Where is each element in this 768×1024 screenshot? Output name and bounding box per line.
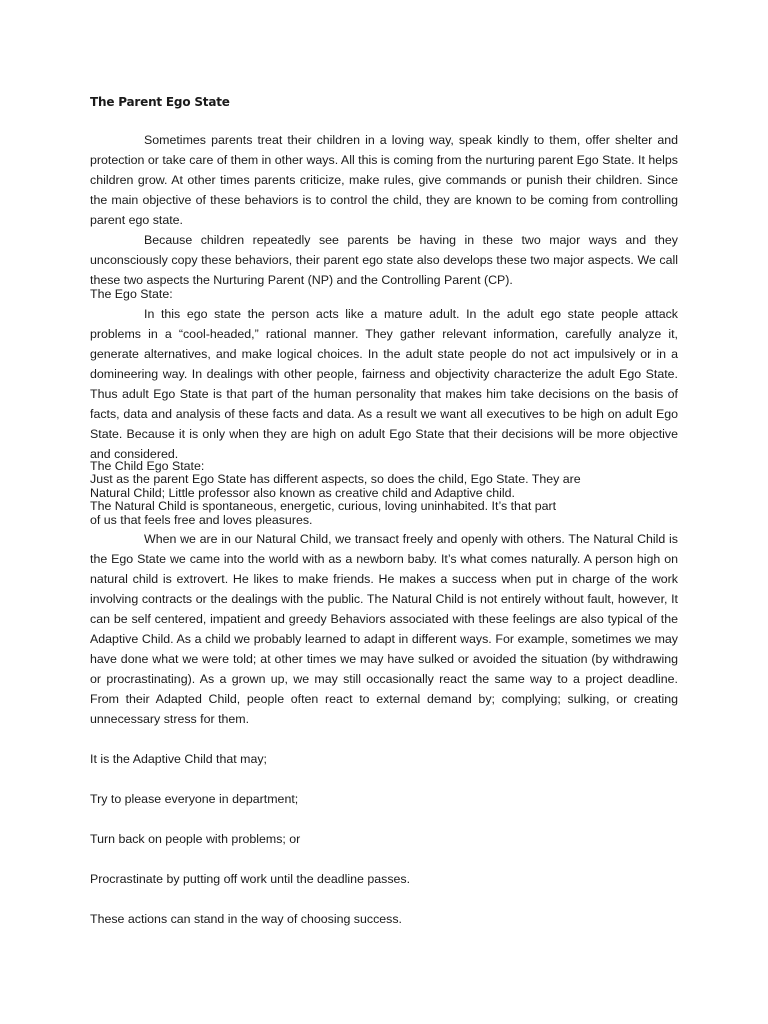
child-ego-line-3: The Natural Child is spontaneous, energetic, curious, loving uninhabited. It’s that part bbox=[90, 499, 557, 513]
parent-paragraph-1: Sometimes parents treat their children in a loving way, speak kindly to them, offer shelter and protection or take care of them in other ways. All this is coming from the nurturing parent Ego State. It helps children grow. At other times parents criticize, make rules, give commands or punish their children. Since the main objective of these behaviors is to control the child, they are known to be coming from controlling parent ego state. bbox=[90, 133, 678, 227]
ego-state-heading: The Ego State: bbox=[90, 287, 173, 301]
child-ego-line-1: Just as the parent Ego State has different aspects, so does the child, Ego State. They are bbox=[90, 472, 581, 486]
adaptive-child-item-2: Turn back on people with problems; or bbox=[90, 832, 301, 846]
child-ego-line-4: of us that feels free and loves pleasures. bbox=[90, 512, 313, 527]
child-ego-line-2: Natural Child; Little professor also known as creative child and Adaptive child. bbox=[90, 485, 515, 500]
adaptive-child-item-1: Try to please everyone in department; bbox=[90, 792, 299, 806]
closing-sentence: These actions can stand in the way of choosing success. bbox=[90, 912, 403, 926]
child-ego-heading: The Child Ego State: bbox=[90, 458, 205, 473]
document-page bbox=[90, 94, 678, 929]
child-ego-section bbox=[90, 460, 678, 528]
ego-state-paragraph: In this ego state the person acts like a mature adult. In the adult ego state people attack problems in a “cool-headed,” rational manner. They gather relevant information, carefully analyze it, generate alternatives, and make logical choices. In the adult state people do not act impulsively or in a domineering way. In dealings with other people, fairness and objectivity characterize the adult Ego State. Thus adult Ego State is that part of the human personality that makes him take decisions on the basis of facts, data and analysis of these facts and data. As a result we want all executives to be high on adult Ego State. Because it is only when they are high on adult Ego State that their decisions will be more objective and considered. bbox=[90, 306, 678, 461]
document-title: The Parent Ego State bbox=[90, 95, 230, 109]
natural-child-paragraph: When we are in our Natural Child, we transact freely and openly with others. The Natural Child is the Ego State we came into the world with as a newborn baby. It’s what comes naturally. A person high on natural child is extrovert. He likes to make friends. He makes a success when put in charge of the work involving contracts or the dealings with the public. The Natural Child is not entirely without fault, however, It can be self centered, impatient and greedy Behaviors associated with these feelings are also typical of the Adaptive Child. As a child we probably learned to adapt in different ways. For example, sometimes we may have done what we were told; at other times we may have sulked or avoided the situation (by withdrawing or procrastinating). As a grown up, we may still occasionally react the same way to a project deadline. From their Adapted Child, people often react to external demand by; complying; sulking, or creating unnecessary stress for them. bbox=[90, 532, 678, 726]
adaptive-child-item-3: Procrastinate by putting off work until the deadline passes. bbox=[90, 872, 411, 886]
parent-paragraph-2: Because children repeatedly see parents be having in these two major ways and they unconsciously copy these behaviors, their parent ego state also develops these two major aspects. We call these two aspects the Nurturing Parent (NP) and the Controlling Parent (CP). bbox=[90, 233, 678, 287]
adaptive-child-intro: It is the Adaptive Child that may; bbox=[90, 752, 268, 766]
